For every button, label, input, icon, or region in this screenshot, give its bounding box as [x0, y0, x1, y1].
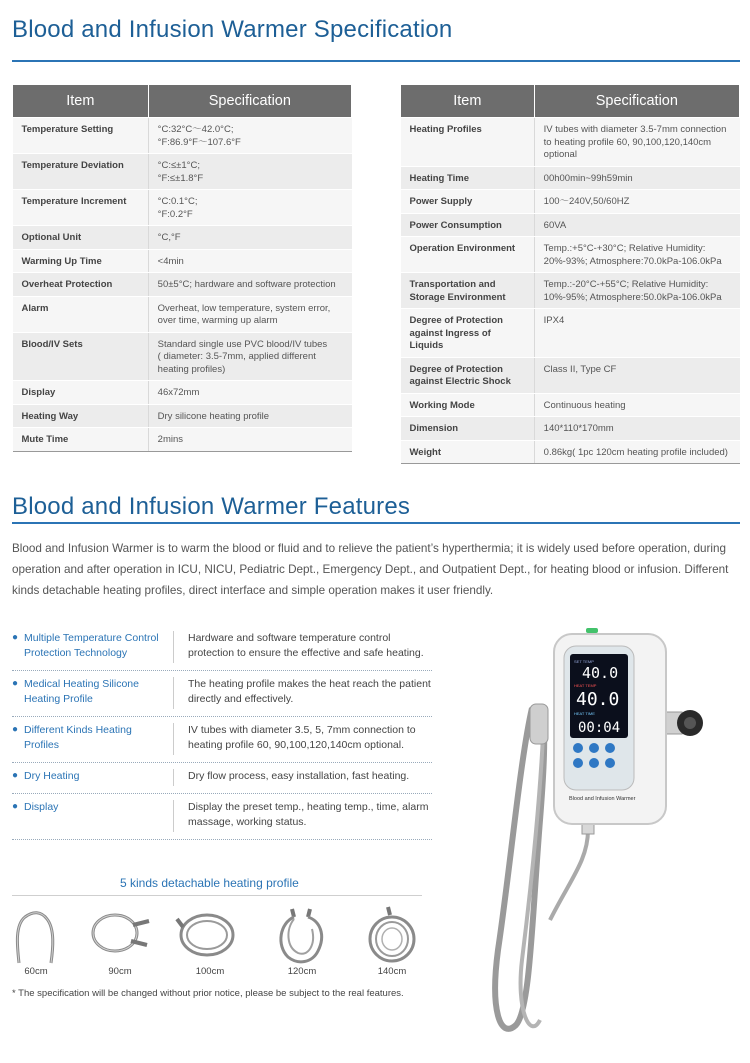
feature-bullet-icon: ● — [12, 724, 19, 735]
left-row-value — [148, 332, 351, 381]
heating-profile-90-icon — [85, 905, 155, 965]
left-row-item-line: Display — [21, 387, 56, 398]
left-row — [13, 296, 352, 332]
left-row-value-line: °F:0.2°F — [157, 208, 193, 220]
set-temp-value: 40.0 — [582, 664, 619, 682]
right-row-item — [401, 118, 535, 167]
left-header-item: Item — [13, 85, 149, 118]
right-row-value — [534, 273, 739, 309]
profile-120 — [262, 905, 342, 977]
left-row — [13, 190, 352, 226]
left-row-value-line: Dry silicone heating profile — [157, 410, 270, 422]
right-header-item: Item — [401, 85, 535, 118]
left-row-value-line: Overheat, low temperature, system error, — [157, 302, 331, 314]
right-row-value — [534, 440, 739, 464]
right-row-item-line: Weight — [409, 446, 441, 458]
features-section-title: Blood and Infusion Warmer Features — [12, 493, 411, 520]
left-row-item — [13, 249, 149, 273]
heat-temp-label: HEAT TEMP — [574, 683, 597, 688]
right-row — [401, 213, 740, 237]
right-header-spec: Specification — [534, 85, 739, 118]
right-row-value-line: 0.86kg( 1pc 120cm heating profile included) — [543, 446, 728, 458]
feature-bullet-icon: ● — [12, 632, 19, 643]
right-row-item — [401, 357, 535, 393]
left-row-item — [13, 404, 149, 428]
left-row-value-line: °C:0.1°C; — [157, 196, 198, 207]
profile-label-100: 100cm — [195, 966, 225, 977]
right-row-item — [401, 166, 535, 190]
right-row-item-line: against Ingress of Liquids — [409, 327, 491, 351]
right-row-item — [401, 213, 535, 237]
left-row-value-line: 2mins — [157, 434, 183, 445]
left-row-value-line: Standard single use PVC blood/IV tubes — [157, 338, 328, 350]
right-row-item — [401, 393, 535, 417]
left-row — [13, 428, 352, 452]
right-row-value — [534, 237, 739, 273]
right-row-value-line: Continuous heating — [543, 399, 626, 411]
left-row-item-line: Mute Time — [21, 434, 69, 445]
left-row-value-line: <4min — [157, 255, 184, 267]
left-row-item-line: Heating Way — [21, 410, 79, 422]
right-row — [401, 237, 740, 273]
right-row-item-line: Heating Time — [409, 172, 469, 184]
right-row-value-line: 60VA — [543, 219, 567, 231]
right-row-value-line: IPX4 — [543, 315, 565, 326]
right-row-item-line: Operation Environment — [409, 243, 516, 254]
feature-bullet-icon: ● — [12, 678, 19, 689]
left-row-item — [13, 118, 149, 154]
right-row-value-line: Class II, Type CF — [543, 363, 617, 375]
right-row-value-line: to heating profile 60, 90,100,120,140cm — [543, 136, 712, 148]
right-row-value-line: IV tubes with diameter 3.5-7mm connection — [543, 124, 727, 135]
right-row-value-line: 10%-95%; Atmosphere:50.0kPa-106.0kPa — [543, 291, 722, 303]
right-row-value-line: 20%-93%; Atmosphere:70.0kPa-106.0kPa — [543, 255, 722, 267]
right-row-value — [534, 357, 739, 393]
profile-label-60: 60cm — [24, 966, 48, 977]
profiles-divider — [12, 895, 422, 896]
left-row — [13, 118, 352, 154]
set-temp-label: SET TEMP — [574, 659, 594, 664]
right-row-item-line: Power Consumption — [409, 219, 502, 231]
left-row-item — [13, 428, 149, 452]
left-row-item-line: Optional Unit — [21, 232, 82, 243]
heating-profile-100-icon — [175, 905, 245, 965]
heat-time-label: HEAT TIME — [574, 711, 595, 716]
left-row-item — [13, 381, 149, 405]
left-row-value-line: °C:32°C～42.0°C; — [157, 124, 234, 135]
feature-desc: Dry flow process, easy installation, fast heating. — [188, 770, 410, 782]
profile-140 — [352, 905, 432, 977]
feature-row — [12, 717, 432, 763]
left-row — [13, 154, 352, 190]
feature-desc: Hardware and software temperature control protection to ensure the effective and safe heating. — [188, 632, 424, 659]
right-row-item-line: Transportation and — [409, 279, 496, 290]
heating-profile-120-icon — [272, 905, 332, 965]
right-row-value-line: optional — [543, 149, 577, 160]
left-row-value — [148, 226, 351, 250]
left-row — [13, 404, 352, 428]
profile-label-90: 90cm — [108, 966, 132, 977]
left-row-item-line: Warming Up Time — [21, 255, 102, 267]
left-row — [13, 226, 352, 250]
profiles-title: 5 kinds detachable heating profile — [120, 876, 299, 890]
features-paragraph: Blood and Infusion Warmer is to warm the blood or fluid and to relieve the patient’s hyperthermia; it is widely used before operation, during operation and after operation in ICU, NICU, Pediatric Dept., Emergency Dept., and Outpatient Dept., for heating blood or infusion. Different kinds detachable heating profiles, direct interface and simple operation makes it user friendly. — [12, 542, 729, 597]
features-title-rule — [12, 522, 740, 524]
right-row-item — [401, 237, 535, 273]
left-row-value — [148, 154, 351, 190]
left-row-value-line: °F:≤±1.8°F — [157, 172, 204, 184]
left-row — [13, 273, 352, 297]
feature-desc: IV tubes with diameter 3.5, 5, 7mm connection to heating profile 60, 90,100,120,140cm optional. — [188, 724, 416, 751]
right-row-item-line: against Electric Shock — [409, 376, 511, 387]
right-row-item-line: Working Mode — [409, 399, 475, 411]
features-list — [12, 625, 432, 840]
right-row-value-line: 00h00min~99h59min — [543, 172, 633, 184]
warmer-device-illustration — [470, 620, 740, 1055]
right-row-value — [534, 309, 739, 358]
left-row-item-line: Overheat Protection — [21, 279, 113, 290]
right-row — [401, 118, 740, 167]
right-row-value — [534, 166, 739, 190]
left-row-item-line: Temperature Setting — [21, 124, 114, 135]
right-row — [401, 357, 740, 393]
left-row-value — [148, 118, 351, 154]
right-row-value-line: Temp.:+5°C-+30°C; Relative Humidity: — [543, 243, 706, 254]
left-row-item — [13, 226, 149, 250]
left-row-value — [148, 381, 351, 405]
feature-desc: The heating profile makes the heat reach the patient directly and effectively. — [188, 678, 431, 705]
left-row — [13, 332, 352, 381]
right-row-value — [534, 118, 739, 167]
left-row-item-line: Blood/IV Sets — [21, 338, 83, 350]
heat-temp-value: 40.0 — [576, 689, 620, 710]
right-row-item — [401, 309, 535, 358]
feature-desc: Display the preset temp., heating temp., time, alarm massage, working status. — [188, 801, 429, 828]
right-row-item-line: Degree of Protection — [409, 315, 503, 326]
right-row-item — [401, 190, 535, 214]
left-row-value-line: over time, warming up alarm — [157, 315, 278, 326]
right-row-value-line: 100～240V,50/60HZ — [543, 196, 630, 207]
left-row-value-line: heating profiles) — [157, 363, 226, 375]
spec-table-right — [400, 84, 740, 464]
right-row-item — [401, 273, 535, 309]
left-row — [13, 249, 352, 273]
left-row — [13, 381, 352, 405]
spec-title-rule — [12, 60, 740, 62]
left-header-spec: Specification — [148, 85, 351, 118]
profile-100 — [170, 905, 250, 977]
right-row — [401, 190, 740, 214]
right-row — [401, 417, 740, 441]
right-row-item — [401, 417, 535, 441]
right-row-item-line: Power Supply — [409, 196, 473, 207]
feature-name: Different Kinds Heating Profiles — [24, 723, 174, 755]
left-row-value — [148, 404, 351, 428]
heating-profile-140-icon — [362, 905, 422, 965]
feature-bullet-icon: ● — [12, 801, 19, 812]
left-row-value — [148, 273, 351, 297]
spec-change-note: * The specification will be changed without prior notice, please be subject to the real features. — [12, 988, 404, 999]
right-row — [401, 393, 740, 417]
left-row-value-line: 46x72mm — [157, 387, 200, 398]
feature-name: Medical Heating Silicone Heating Profile — [24, 677, 174, 709]
spec-table-left — [12, 84, 352, 452]
right-row-value — [534, 190, 739, 214]
left-row-item-line: Temperature Deviation — [21, 160, 124, 171]
left-row-value — [148, 296, 351, 332]
right-row-value — [534, 213, 739, 237]
spec-section-title: Blood and Infusion Warmer Specification — [12, 16, 453, 43]
left-row-value — [148, 428, 351, 452]
profile-90 — [80, 905, 160, 977]
right-row — [401, 273, 740, 309]
heating-profile-60-icon — [11, 905, 61, 965]
left-row-item — [13, 296, 149, 332]
left-row-item — [13, 332, 149, 381]
left-row-value-line: °C:≤±1°C; — [157, 160, 200, 171]
left-row-value — [148, 190, 351, 226]
right-row — [401, 166, 740, 190]
left-row-item — [13, 154, 149, 190]
feature-row — [12, 671, 432, 717]
right-row — [401, 309, 740, 358]
left-row-value-line: ( diameter: 3.5-7mm, applied different — [157, 351, 316, 362]
left-row-value — [148, 249, 351, 273]
feature-row — [12, 625, 432, 671]
feature-bullet-icon: ● — [12, 770, 19, 781]
left-row-value-line: 50±5°C; hardware and software protection — [157, 279, 336, 290]
right-row — [401, 440, 740, 464]
feature-row — [12, 794, 432, 840]
heat-time-value: 00:04 — [578, 720, 621, 736]
right-row-value-line: Temp.:-20°C-+55°C; Relative Humidity: — [543, 279, 709, 290]
feature-row — [12, 763, 432, 794]
right-row-item-line: Degree of Protection — [409, 363, 503, 375]
left-row-item-line: Alarm — [21, 302, 49, 314]
left-row-item-line: Temperature Increment — [21, 196, 127, 207]
warmer-device-icon — [470, 620, 740, 1050]
right-row-item-line: Dimension — [409, 423, 459, 434]
right-row-value — [534, 417, 739, 441]
right-row-item-line: Storage Environment — [409, 291, 506, 303]
right-row-item-line: Heating Profiles — [409, 124, 482, 135]
feature-name: Display — [24, 800, 174, 832]
profile-60 — [0, 905, 76, 977]
left-row-item — [13, 273, 149, 297]
feature-name: Multiple Temperature Control Protection Technology — [24, 631, 174, 663]
device-brand-label: Blood and Infusion Warmer — [569, 796, 636, 802]
feature-name: Dry Heating — [24, 769, 174, 786]
left-row-value-line: °F:86.9°F～107.6°F — [157, 136, 241, 148]
right-row-item — [401, 440, 535, 464]
right-row-value-line: 140*110*170mm — [543, 423, 614, 434]
profile-label-140: 140cm — [377, 966, 407, 977]
right-row-value — [534, 393, 739, 417]
left-row-item — [13, 190, 149, 226]
left-row-value-line: °C,°F — [157, 232, 181, 243]
profile-label-120: 120cm — [287, 966, 317, 977]
